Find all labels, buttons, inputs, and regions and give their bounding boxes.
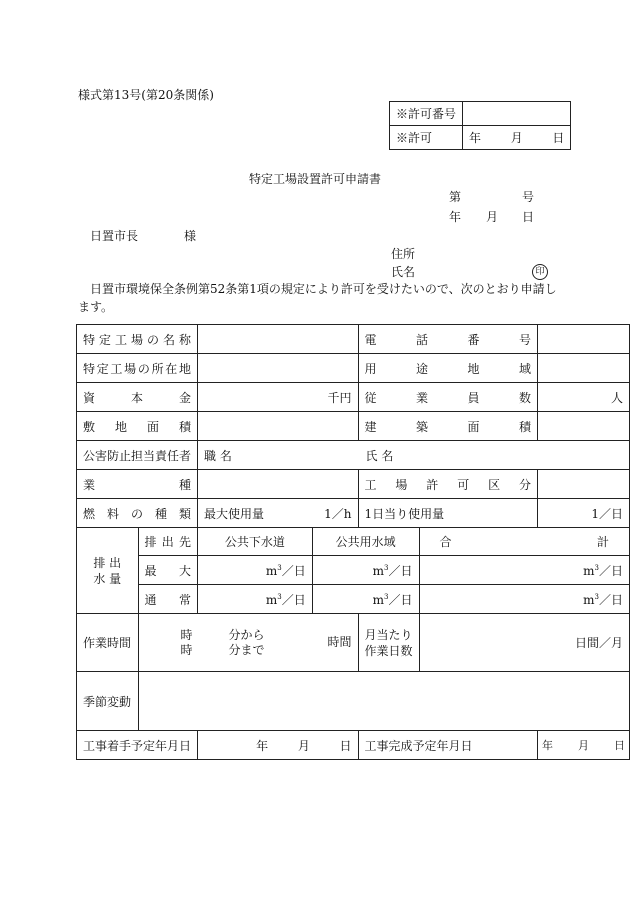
construction-start-label: 工事着手予定年月日: [77, 731, 198, 760]
employees-label: 従業員数: [358, 383, 537, 412]
construction-start-field[interactable]: 年 月 日: [198, 731, 359, 760]
daily-usage-label: 1日当り使用量: [358, 499, 537, 528]
seal-icon: 印: [532, 263, 548, 280]
capital-label: 資本金: [77, 383, 198, 412]
destination-label: 排出先: [138, 528, 198, 556]
monthly-days-field[interactable]: 日間／月: [419, 614, 629, 672]
normal-water-field[interactable]: $m^3/$日: [312, 585, 419, 614]
drainage-label: 排 出 水 量: [77, 528, 139, 614]
zoning-label: 用途地域: [358, 354, 537, 383]
max-flow-label: 最 大: [138, 556, 198, 585]
work-hours-label: 作業時間: [77, 614, 139, 672]
factory-permit-class-label: 工場許可区分: [358, 470, 537, 499]
permit-label: ※許可: [390, 126, 463, 150]
applicant-name-label: 氏名: [391, 265, 416, 279]
addressee-name: 日置市長: [90, 229, 139, 243]
factory-name-field[interactable]: [198, 325, 359, 354]
max-usage-field[interactable]: 最大使用量 1／h: [198, 499, 359, 528]
doc-no-go: 号: [522, 190, 535, 204]
factory-name-label: 特定工場の名称: [77, 325, 198, 354]
application-table: [76, 324, 630, 760]
date-day: 日: [522, 210, 535, 224]
normal-flow-label: 通 常: [138, 585, 198, 614]
permit-box: [389, 101, 571, 150]
permit-number-label: ※許可番号: [390, 102, 463, 126]
permit-number-field[interactable]: [463, 102, 571, 126]
site-area-label: 敷地面積: [77, 412, 198, 441]
max-water-field[interactable]: $m^3/$日: [312, 556, 419, 585]
factory-permit-class-field[interactable]: [537, 470, 629, 499]
capital-field[interactable]: 千円: [198, 383, 359, 412]
phone-field[interactable]: [537, 325, 629, 354]
addressee-honorific: 様: [184, 229, 197, 243]
normal-total-field[interactable]: $m^3/$日: [419, 585, 629, 614]
site-area-field[interactable]: [198, 412, 359, 441]
factory-location-label: 特定工場の所在地: [77, 354, 198, 383]
date-month: 月: [486, 210, 499, 224]
applicant-address-label: 住所: [391, 247, 416, 261]
construction-end-field[interactable]: 年 月 日: [537, 731, 629, 760]
daily-usage-field[interactable]: 1／日: [537, 499, 629, 528]
factory-location-field[interactable]: [198, 354, 359, 383]
pollution-manager-field[interactable]: 職 名 氏 名: [198, 441, 630, 470]
seasonal-label: 季節変動: [77, 672, 139, 731]
building-area-label: 建築面積: [358, 412, 537, 441]
employees-field[interactable]: 人: [537, 383, 629, 412]
fuel-type-label: 燃料の種類: [77, 499, 198, 528]
construction-end-label: 工事完成予定年月日: [358, 731, 537, 760]
pollution-manager-label: 公害防止担当責任者: [77, 441, 198, 470]
statement: 日置市環境保全条例第52条第1項の規定により許可を受けたいので、次のとおり申請します。: [78, 282, 557, 314]
permit-date-field[interactable]: 年 月 日: [463, 126, 571, 150]
total-label: 合 計: [419, 528, 629, 556]
building-area-field[interactable]: [537, 412, 629, 441]
public-sewer-label: 公共下水道: [198, 528, 313, 556]
phone-label: 電話番号: [358, 325, 537, 354]
max-sewer-field[interactable]: $m^3/$日: [198, 556, 313, 585]
industry-label: 業種: [77, 470, 198, 499]
zoning-field[interactable]: [537, 354, 629, 383]
max-total-field[interactable]: $m^3/$日: [419, 556, 629, 585]
doc-no-dai: 第: [449, 190, 462, 204]
public-water-label: 公共用水域: [312, 528, 419, 556]
document-title: 特定工場設置許可申請書: [248, 172, 381, 186]
industry-field[interactable]: [198, 470, 359, 499]
work-hours-field[interactable]: 時 分から 時 分まで 時間: [138, 614, 358, 672]
monthly-days-label: 月当たり 作業日数: [358, 614, 419, 672]
seasonal-field[interactable]: [138, 672, 629, 731]
date-year: 年: [449, 210, 462, 224]
normal-sewer-field[interactable]: $m^3/$日: [198, 585, 313, 614]
form-number: 様式第13号(第20条関係): [78, 88, 214, 102]
